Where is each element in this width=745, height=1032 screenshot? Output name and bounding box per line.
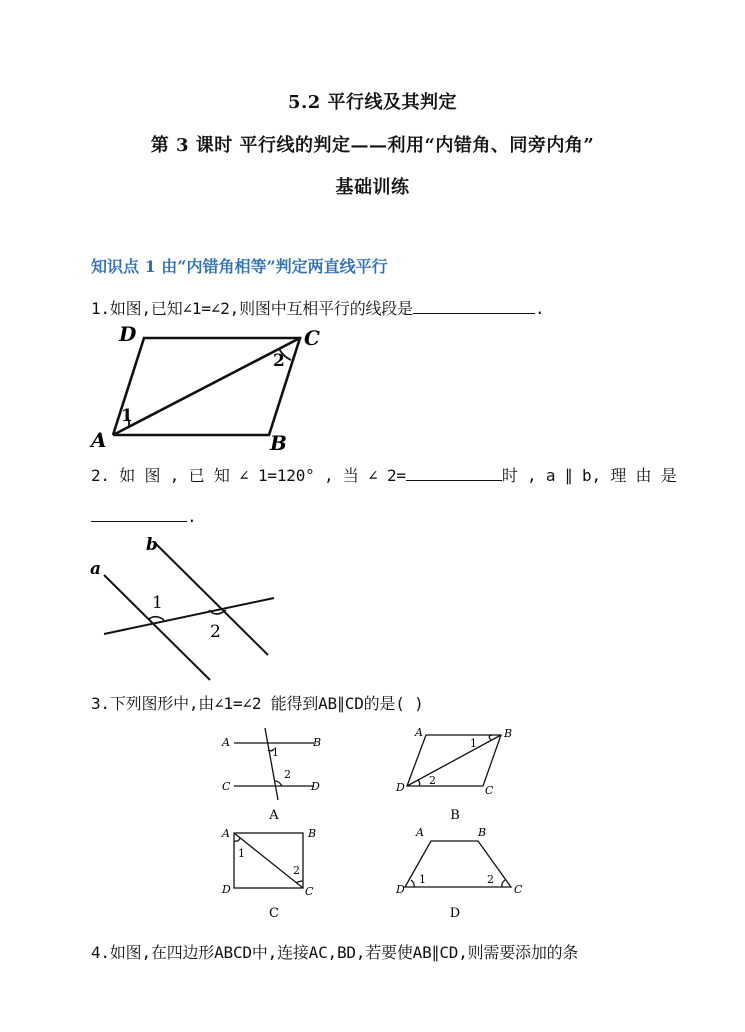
question-2-end: . (187, 507, 197, 526)
point-a: A (222, 827, 230, 840)
angle-2-label: 2 (210, 622, 221, 642)
lesson-subtitle: 第 3 课时 平行线的判定——利用“内错角、同旁内角” (150, 135, 595, 156)
knowledge-point-heading: 知识点 1 由“内错角相等”判定两直线平行 (91, 257, 388, 276)
angle-1-label: 1 (121, 406, 133, 426)
diagonal-ac (234, 833, 303, 888)
angle-1-label: 1 (152, 593, 163, 613)
point-b: B (313, 736, 322, 749)
point-a: A (415, 726, 423, 739)
option-d-label: D (449, 906, 461, 921)
point-d: D (222, 883, 231, 896)
diagonal-ac (113, 338, 300, 435)
point-c: C (222, 780, 231, 793)
point-d: D (396, 781, 405, 794)
line-label-b: b (146, 535, 158, 555)
question-4: 4.如图,在四边形ABCD中,连接AC,BD,若要使AB∥CD,则需要添加的条 (91, 943, 579, 962)
option-a-figure[interactable] (214, 723, 334, 823)
line-label-a: a (90, 559, 102, 579)
option-c-figure[interactable] (214, 823, 334, 923)
question-2-blank-angle[interactable] (406, 464, 502, 481)
angle-1-arc (411, 880, 414, 887)
angle-1-arc (234, 838, 240, 841)
angle-2-label: 2 (429, 774, 436, 787)
question-2-figure (86, 530, 286, 685)
transversal (265, 728, 278, 800)
point-b: B (504, 727, 513, 740)
angle-2-arc (275, 781, 282, 786)
question-1 (91, 296, 544, 319)
angle-1-label: 1 (272, 746, 279, 759)
point-label-c: C (304, 326, 320, 350)
point-b: B (308, 827, 317, 840)
angle-2-arc (418, 780, 420, 786)
angle-2-label: 2 (284, 768, 291, 781)
point-c: C (485, 784, 494, 797)
point-label-d: D (119, 322, 137, 346)
question-1-figure (86, 320, 336, 455)
angle-1-label: 1 (470, 737, 477, 750)
question-1-text: 1.如图,已知∠1=∠2,则图中互相平行的线段是 (91, 299, 413, 318)
angle-1-arc (149, 617, 164, 620)
option-a-label: A (269, 808, 279, 823)
angle-1-label: 1 (419, 873, 426, 886)
question-3: 3.下列图形中,由∠1=∠2 能得到AB∥CD的是( ) (91, 694, 424, 713)
transversal (104, 598, 274, 634)
point-d: D (311, 780, 320, 793)
question-2-blank-reason[interactable] (91, 505, 187, 522)
angle-2-arc (296, 881, 303, 883)
point-d: D (396, 883, 405, 896)
question-1-end: . (534, 299, 545, 318)
point-label-a: A (91, 428, 107, 452)
line-a (104, 575, 210, 680)
option-b-label: B (450, 808, 460, 823)
question-2-line-2 (91, 505, 196, 526)
question-2 (91, 463, 677, 486)
diagonal-db (407, 735, 501, 786)
angle-1-label: 1 (238, 847, 245, 860)
point-c: C (514, 883, 523, 896)
angle-2-arc (502, 880, 505, 887)
angle-2-label: 2 (293, 864, 300, 877)
question-2-text-a: 2. 如 图 , 已 知 ∠ 1=120° , 当 ∠ 2= (91, 466, 406, 485)
point-b: B (478, 826, 487, 839)
question-1-answer-blank[interactable] (413, 297, 535, 314)
point-label-b: B (270, 431, 287, 455)
angle-1-arc (489, 735, 492, 740)
point-a: A (416, 826, 424, 839)
point-c: C (305, 885, 314, 898)
lesson-title: 5.2 平行线及其判定 (287, 92, 458, 113)
option-b-figure[interactable] (394, 723, 519, 823)
option-c-label: C (269, 906, 279, 921)
angle-2-label: 2 (487, 873, 494, 886)
point-a: A (222, 736, 230, 749)
option-d-figure[interactable] (394, 823, 524, 923)
level-heading: 基础训练 (335, 177, 410, 198)
question-2-text-b: 时 , a ∥ b, 理 由 是 (501, 466, 677, 485)
angle-2-label: 2 (273, 351, 285, 371)
